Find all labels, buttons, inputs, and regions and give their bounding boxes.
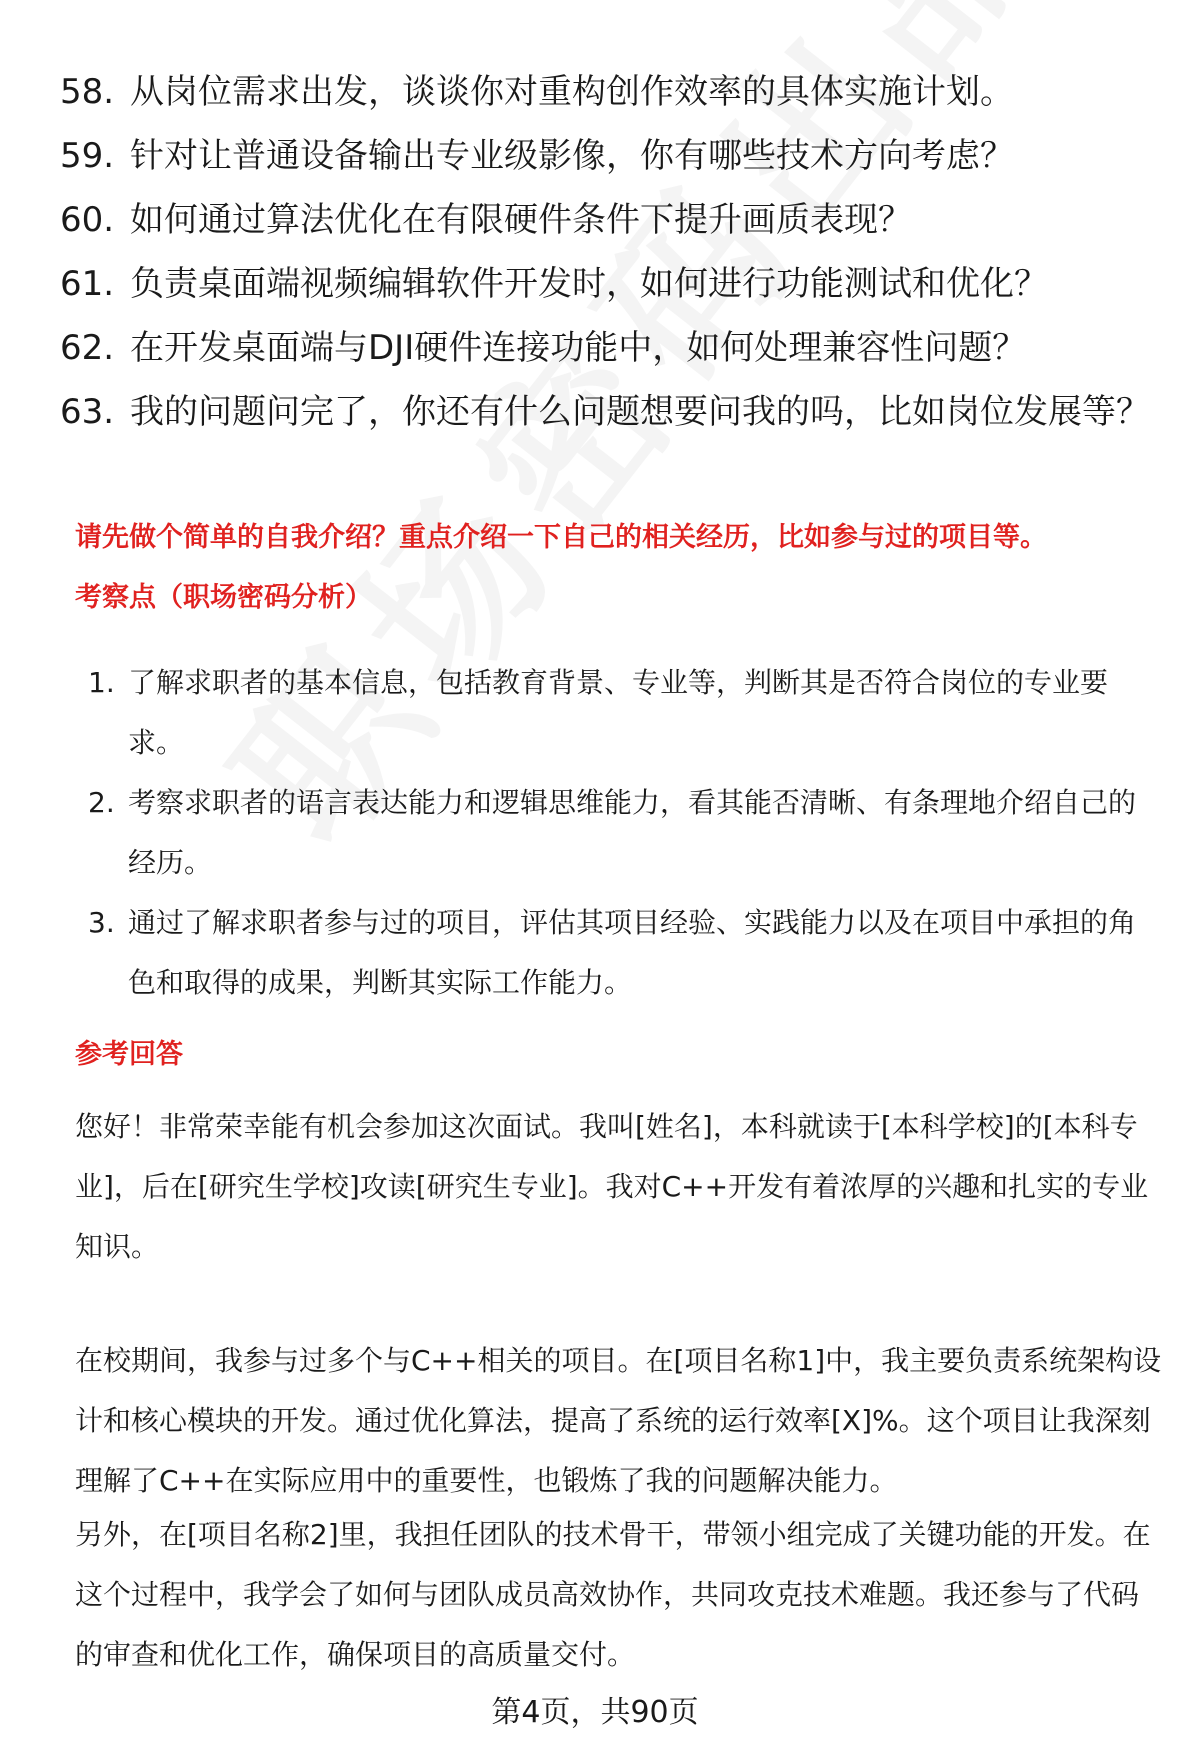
answer-paragraph-3: 另外，在[项目名称2]里，我担任团队的技术骨干，带领小组完成了关键功能的开发。在这个过程中，我学会了如何与团队成员高效协作，共同攻克技术难题。我还参与了代码的审查和优化工作，确保项目的高质量交付。 (75, 1518, 1151, 1671)
question-text: 如何通过算法优化在有限硬件条件下提升画质表现？ (130, 200, 912, 240)
question-number: 62. (60, 328, 115, 368)
analysis-title: 考察点（职场密码分析） (75, 582, 372, 613)
question-number: 58. (60, 72, 115, 112)
question-text: 针对让普通设备输出专业级影像，你有哪些技术方向考虑？ (130, 136, 1014, 176)
analysis-point (88, 893, 1160, 1013)
answer-paragraph-2: 在校期间，我参与过多个与C++相关的项目。在[项目名称1]中，我主要负责系统架构设计和核心模块的开发。通过优化算法，提高了系统的运行效率[X]%。这个项目让我深刻理解了C++在实际应用中的重要性，也锻炼了我的问题解决能力。 (75, 1344, 1162, 1497)
question-item (60, 198, 1150, 242)
page-footer: 第4页，共90页 (491, 1695, 699, 1730)
question-list (60, 70, 1150, 454)
analysis-point (88, 773, 1160, 893)
question-text: 在开发桌面端与DJI硬件连接功能中，如何处理兼容性问题？ (130, 328, 1027, 368)
point-text: 通过了解求职者参与过的项目，评估其项目经验、实践能力以及在项目中承担的角色和取得的成果，判断其实际工作能力。 (128, 906, 1137, 999)
question-text: 从岗位需求出发，谈谈你对重构创作效率的具体实施计划。 (130, 72, 1014, 112)
question-item (60, 262, 1150, 306)
point-text: 了解求职者的基本信息，包括教育背景、专业等，判断其是否符合岗位的专业要求。 (128, 666, 1109, 759)
answer-title: 参考回答 (75, 1039, 183, 1070)
question-item (60, 70, 1150, 114)
point-text: 考察求职者的语言表达能力和逻辑思维能力，看其能否清晰、有条理地介绍自己的经历。 (128, 786, 1137, 879)
point-number: 1. (88, 666, 115, 699)
analysis-point (88, 653, 1160, 773)
point-number: 3. (88, 906, 115, 939)
question-number: 59. (60, 136, 115, 176)
answer-paragraph-1: 您好！非常荣幸能有机会参加这次面试。我叫[姓名]，本科就读于[本科学校]的[本科专业]，后在[研究生学校]攻读[研究生专业]。我对C++开发有着浓厚的兴趣和扎实的专业知识。 (75, 1110, 1149, 1263)
question-item (60, 390, 1150, 434)
section-question: 请先做个简单的自我介绍？重点介绍一下自己的相关经历，比如参与过的项目等。 (75, 522, 1047, 553)
question-item (60, 326, 1150, 370)
question-number: 63. (60, 392, 115, 432)
question-item (60, 134, 1150, 178)
question-text: 负责桌面端视频编辑软件开发时，如何进行功能测试和优化？ (130, 264, 1048, 304)
analysis-points (88, 653, 1160, 1013)
point-number: 2. (88, 786, 115, 819)
question-text: 我的问题问完了，你还有什么问题想要问我的吗，比如岗位发展等？ (130, 392, 1150, 432)
question-number: 60. (60, 200, 115, 240)
question-number: 61. (60, 264, 115, 304)
